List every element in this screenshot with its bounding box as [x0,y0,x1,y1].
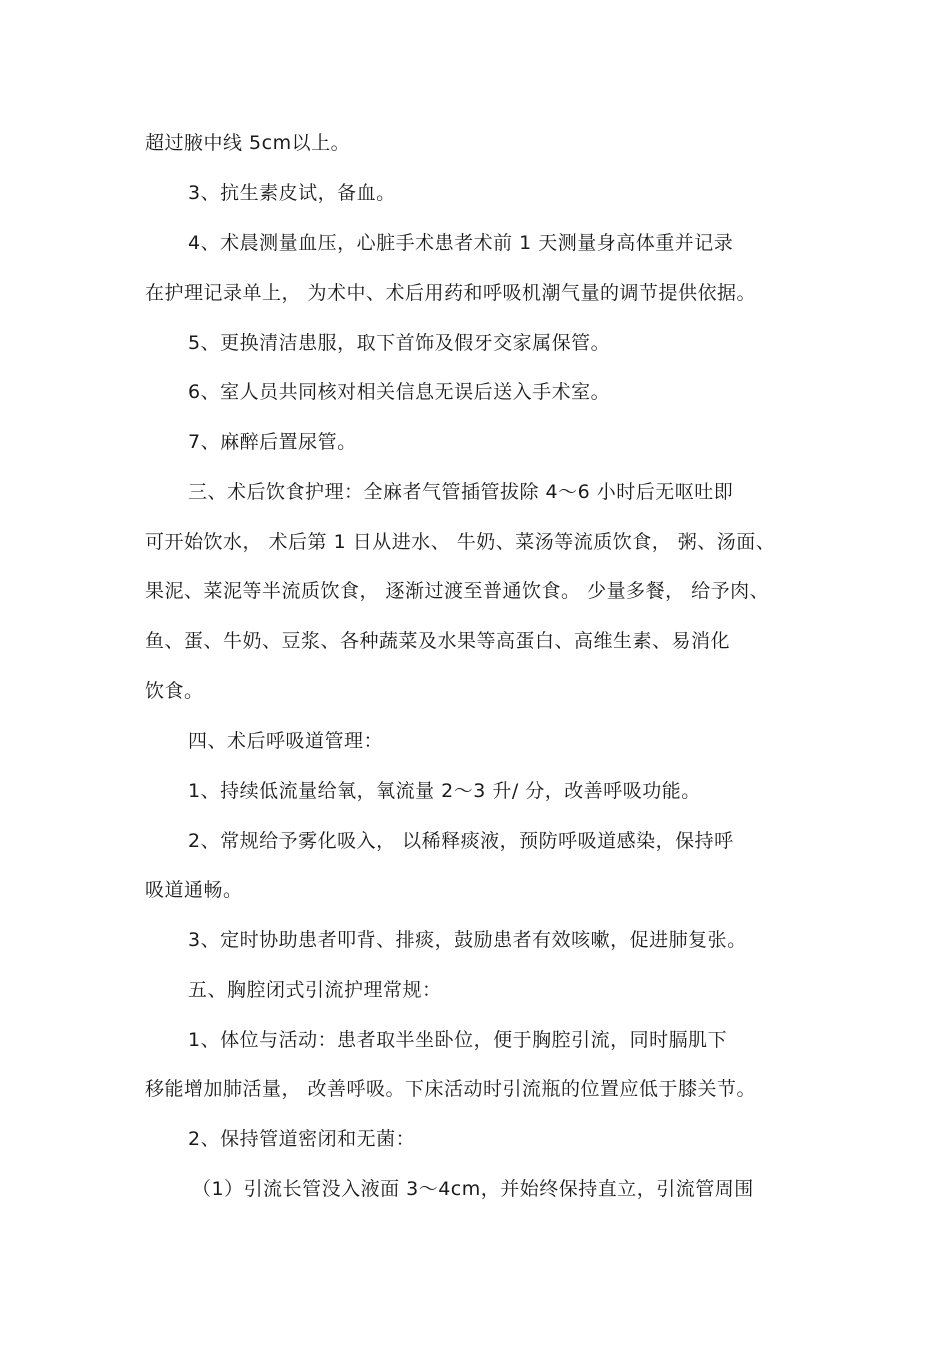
text-line-4: 在护理记录单上， 为术中、术后用药和呼吸机潮气量的调节提供依据。 [145,282,757,304]
text-line-13: 四、术后呼吸道管理： [188,730,384,752]
text-line-15: 2、常规给予雾化吸入， 以稀释痰液，预防呼吸道感染，保持呼 [188,830,734,852]
text-line-11: 鱼、蛋、牛奶、豆浆、各种蔬菜及水果等高蛋白、高维生素、易消化 [145,630,731,652]
text-line-10: 果泥、菜泥等半流质饮食， 逐渐过渡至普通饮食。 少量多餐， 给予肉、 [145,580,770,602]
text-line-12: 饮食。 [145,680,204,702]
text-line-20: 移能增加肺活量， 改善呼吸。下床活动时引流瓶的位置应低于膝关节。 [145,1078,757,1100]
text-line-3: 4、术晨测量血压，心脏手术患者术前 1 天测量身高体重并记录 [188,232,734,254]
text-line-18: 五、胸腔闭式引流护理常规： [188,979,442,1001]
text-line-14: 1、持续低流量给氧，氧流量 2～3 升/ 分，改善呼吸功能。 [188,780,701,802]
text-line-6: 6、室人员共同核对相关信息无误后送入手术室。 [188,381,611,403]
text-line-1: 超过腋中线 5cm以上。 [145,132,351,154]
text-line-5: 5、更换清洁患服，取下首饰及假牙交家属保管。 [188,332,611,354]
text-line-19: 1、体位与活动：患者取半坐卧位，便于胸腔引流，同时膈肌下 [188,1029,728,1051]
text-line-22: （1）引流长管没入液面 3～4cm，并始终保持直立，引流管周围 [192,1178,754,1200]
text-line-16: 吸道通畅。 [145,879,243,901]
text-line-9: 可开始饮水， 术后第 1 日从进水、 牛奶、菜汤等流质饮食， 粥、汤面、 [145,531,776,553]
text-line-21: 2、保持管道密闭和无菌： [188,1128,416,1150]
text-line-2: 3、抗生素皮试，备血。 [188,182,396,204]
text-line-17: 3、定时协助患者叩背、排痰，鼓励患者有效咳嗽，促进肺复张。 [188,929,747,951]
text-line-7: 7、麻醉后置尿管。 [188,431,357,453]
text-line-8: 三、术后饮食护理：全麻者气管插管拔除 4～6 小时后无呕吐即 [188,481,734,503]
